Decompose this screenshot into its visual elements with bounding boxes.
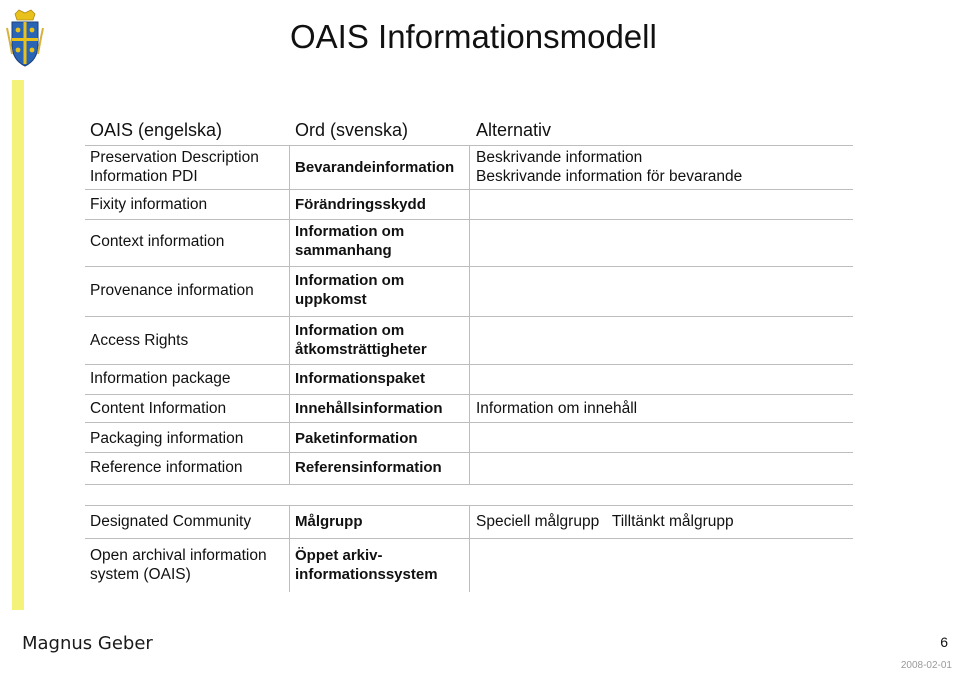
coat-of-arms-logo: [6, 8, 44, 70]
cell-swedish-reference: Referensinformation: [295, 459, 442, 476]
cell-english-designated-community: Designated Community: [90, 513, 252, 530]
accent-bar: [12, 80, 24, 610]
cell-english-fixity: Fixity information: [90, 196, 208, 213]
cell-alternative-designated-community: Speciell målgrupp Tilltänkt målgrupp: [476, 513, 734, 530]
column-divider: [469, 145, 470, 485]
cell-english-provenance: Provenance information: [90, 282, 254, 299]
cell-english-context: Context information: [90, 233, 225, 250]
cell-english-content-information: Content Information: [90, 400, 227, 417]
cell-english-reference: Reference information: [90, 459, 243, 476]
cell-alternative-preservation: Beskrivande information Beskrivande information för bevarande: [476, 149, 743, 185]
cell-swedish-access-rights: Information om åtkomsträttigheter: [295, 322, 427, 358]
header-english: OAIS (engelska): [90, 120, 223, 140]
cell-english-preservation: Preservation Description Information PDI: [90, 149, 259, 185]
cell-alternative-content-information: Information om innehåll: [476, 400, 638, 417]
page-number: 6: [940, 634, 948, 650]
cell-english-oais: Open archival information system (OAIS): [90, 547, 267, 583]
slide-title: OAIS Informationsmodell: [290, 18, 657, 55]
column-divider: [289, 145, 290, 485]
cell-swedish-fixity: Förändringsskydd: [295, 196, 426, 213]
cell-swedish-content-information: Innehållsinformation: [295, 400, 443, 417]
cell-swedish-packaging: Paketinformation: [295, 430, 418, 447]
cell-english-packaging: Packaging information: [90, 430, 244, 447]
cell-english-information-package: Information package: [90, 370, 231, 387]
cell-swedish-oais: Öppet arkiv- informationssystem: [295, 547, 438, 583]
column-divider: [469, 505, 470, 592]
author-name: Magnus Geber: [22, 633, 153, 654]
header-alternative: Alternativ: [476, 120, 552, 140]
cell-swedish-designated-community: Målgrupp: [295, 513, 363, 530]
cell-swedish-provenance: Information om uppkomst: [295, 272, 405, 308]
footer-date: 2008-02-01: [900, 660, 952, 671]
cell-swedish-information-package: Informationspaket: [295, 370, 426, 387]
cell-swedish-context: Information om sammanhang: [295, 223, 405, 259]
header-swedish: Ord (svenska): [295, 120, 409, 140]
cell-english-access-rights: Access Rights: [90, 332, 189, 349]
cell-swedish-preservation: Bevarandeinformation: [295, 159, 455, 176]
column-divider: [289, 505, 290, 592]
